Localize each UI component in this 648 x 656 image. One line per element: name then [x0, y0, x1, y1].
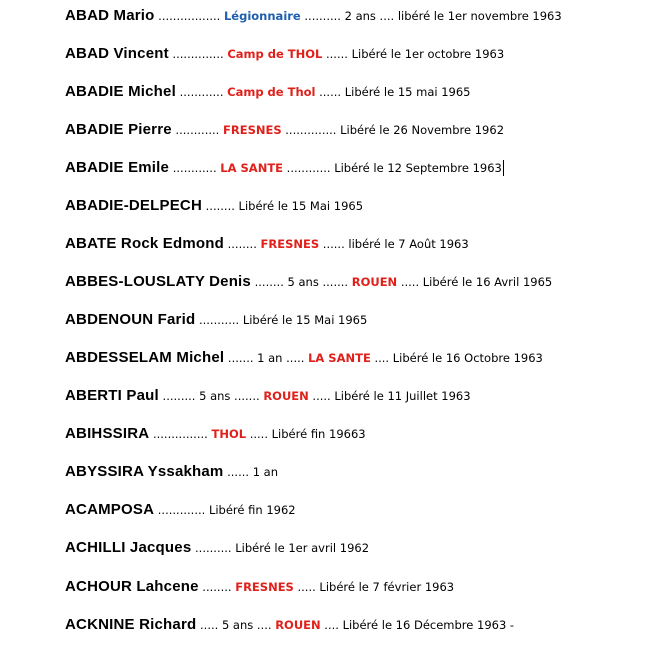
entry-name: ABBES-LOUSLATY Denis: [65, 273, 251, 290]
entry-place: Camp de Thol: [227, 85, 316, 99]
entry-place: THOL: [211, 427, 247, 441]
entry-text: ........ Libéré le 15 Mai 1965: [201, 199, 364, 213]
list-entry: [65, 6, 562, 26]
entry-name: ACKNINE Richard: [65, 616, 197, 633]
entry-text: ........... Libéré le 15 Mai 1965: [195, 313, 368, 327]
entry-text: ..... 5 ans ....: [196, 618, 276, 632]
entry-text: ............: [171, 123, 223, 137]
entry-name: ABADIE Pierre: [65, 121, 172, 138]
entry-text: ........ 5 ans .......: [250, 275, 352, 289]
entry-name: ACAMPOSA: [65, 501, 155, 518]
entry-text: ...... libéré le 7 Août 1963: [319, 237, 469, 251]
entry-text: ............: [175, 85, 228, 99]
list-entry: [65, 348, 543, 368]
entry-name: ABERTI Paul: [65, 387, 159, 404]
entry-place: LA SANTE: [308, 351, 371, 365]
entry-name: ABADIE-DELPECH: [65, 197, 202, 214]
entry-name: ACHOUR Lahcene: [65, 578, 199, 595]
entry-text: ............: [169, 161, 221, 175]
entry-name: ABAD Mario: [65, 7, 155, 24]
entry-name: ABDENOUN Farid: [65, 311, 196, 328]
text-cursor: [503, 160, 504, 176]
list-entry: [65, 424, 366, 444]
entry-name: ABADIE Emile: [65, 159, 170, 176]
entry-text: ...............: [149, 427, 212, 441]
entry-text: ..... Libéré le 11 Juillet 1963: [308, 389, 471, 403]
list-entry: [65, 120, 504, 140]
entry-text: ........: [223, 237, 261, 251]
entry-text: ............. Libéré fin 1962: [154, 503, 296, 517]
list-entry: [65, 234, 469, 254]
entry-text: ............ Libéré le 12 Septembre 1963: [283, 161, 502, 175]
entry-place: Camp de THOL: [227, 47, 323, 61]
entry-place: FRESNES: [260, 237, 320, 251]
entry-text: ...... Libéré le 15 mai 1965: [315, 85, 471, 99]
entry-text: .............. Libéré le 26 Novembre 1962: [281, 123, 505, 137]
list-entry: [65, 386, 471, 406]
list-entry: [65, 44, 504, 64]
entry-text: .......... 2 ans .... libéré le 1er novembre 1963: [300, 9, 562, 23]
entry-name: ACHILLI Jacques: [65, 539, 192, 556]
entry-text: ..... Libéré le 16 Avril 1965: [397, 275, 553, 289]
list-entry: [65, 462, 278, 482]
entry-text: ..... Libéré fin 19663: [246, 427, 366, 441]
entry-text: .... Libéré le 16 Décembre 1963 -: [320, 618, 515, 632]
list-entry: [65, 196, 363, 216]
entry-text: ...... Libéré le 1er octobre 1963: [322, 47, 505, 61]
list-entry: [65, 615, 514, 635]
entry-name: ABAD Vincent: [65, 45, 169, 62]
entry-place: ROUEN: [263, 389, 309, 403]
entry-name: ABDESSELAM Michel: [65, 349, 225, 366]
entry-name: ABIHSSIRA: [65, 425, 150, 442]
list-entry: [65, 538, 369, 558]
entry-place: Légionnaire: [223, 9, 301, 23]
entry-place: FRESNES: [235, 580, 294, 594]
entry-text: .................: [154, 9, 224, 23]
entry-text: ..............: [168, 47, 228, 61]
entry-text: ..... Libéré le 7 février 1963: [293, 580, 455, 594]
list-entry: [65, 577, 454, 597]
entry-text: ...... 1 an: [223, 465, 279, 479]
entry-text: ......... 5 ans .......: [158, 389, 264, 403]
entry-place: FRESNES: [223, 123, 282, 137]
list-entry: [65, 310, 367, 330]
entry-place: LA SANTE: [220, 161, 284, 175]
entry-text: ....... 1 an .....: [224, 351, 309, 365]
entry-name: ABYSSIRA Yssakham: [65, 463, 224, 480]
list-entry: [65, 500, 296, 520]
entry-name: ABATE Rock Edmond: [65, 235, 224, 252]
entry-name: ABADIE Michel: [65, 83, 176, 100]
list-entry: [65, 158, 504, 178]
entry-place: ROUEN: [351, 275, 398, 289]
list-entry: [65, 272, 552, 292]
list-entry: [65, 82, 470, 102]
entry-place: ROUEN: [275, 618, 321, 632]
entry-text: .... Libéré le 16 Octobre 1963: [370, 351, 543, 365]
entry-text: .......... Libéré le 1er avril 1962: [191, 541, 370, 555]
entry-text: ........: [198, 580, 236, 594]
